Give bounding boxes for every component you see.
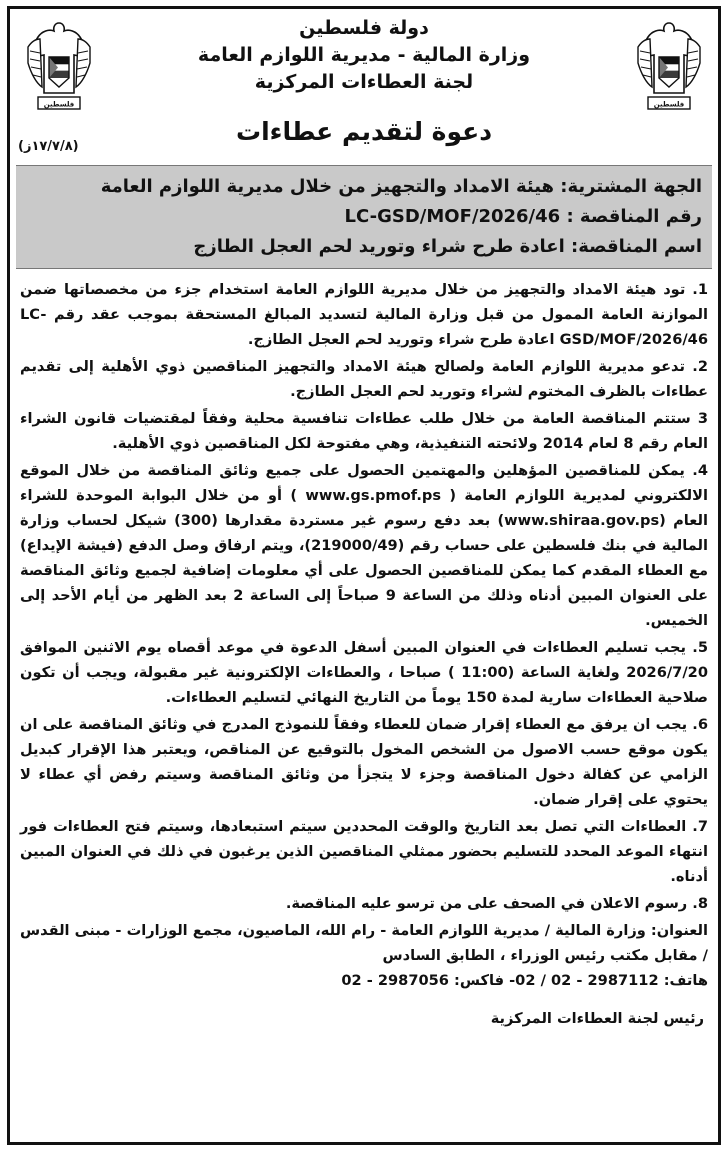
list-item: 5. يجب تسليم العطاءات في العنوان المبين أسفل الدعوة في موعد أقصاه يوم الاثنين الموافق 2026/7/20 ولغاية الساعة (11:00 ) صباحا ، والعطاءات الإلكترونية غير مقبولة، ويجب أن تكون صلاحية العطاءات سارية لمدة 150 يوماً من التاريخ النهائي لتسليم العطاءات. bbox=[20, 639, 708, 706]
state-name: دولة فلسطين bbox=[299, 17, 429, 39]
list-item: 7. العطاءات التي تصل بعد التاريخ والوقت المحددين سيتم استبعادها، وسيتم فتح العطاءات فور انتهاء الموعد المحدد للتسليم بحضور ممثلي المناقصين الذين يرغبون في ذلك في العنوان المبين أدناه. bbox=[20, 818, 708, 885]
list-item: 3 ستتم المناقصة العامة من خلال طلب عطاءات تنافسية محلية وفقاً لمقتضيات قانون الشراء العام رقم 8 لعام 2014 ولائحته التنفيذية، وهي مفتوحة لكل المناقصين ذوي الأهلية. bbox=[20, 410, 708, 452]
address: العنوان: وزارة المالية / مديرية اللوازم العامة - رام الله، الماصيون، مجمع الوزارات - مبنى القدس / مقابل مكتب رئيس الوزراء ، الطابق السادس bbox=[20, 922, 708, 964]
tender-number-label: رقم المناقصة : bbox=[566, 206, 702, 227]
items-list bbox=[10, 269, 718, 916]
tender-name-line: اسم المناقصة: اعادة طرح شراء وتوريد لحم العجل الطازج bbox=[193, 236, 702, 257]
reference-code: (١٧/٧/٨ز) bbox=[18, 139, 79, 154]
tender-info-box bbox=[16, 165, 712, 269]
palestine-emblem-icon bbox=[22, 17, 96, 117]
purchaser-line: الجهة المشترية: هيئة الامداد والتجهيز من خلال مديرية اللوازم العامة bbox=[100, 176, 702, 197]
tender-announcement bbox=[7, 6, 721, 1145]
tender-number: LC-GSD/MOF/2026/46 bbox=[344, 206, 561, 227]
tender-number-line bbox=[26, 202, 702, 232]
list-item: 1. تود هيئة الامداد والتجهيز من خلال مديرية اللوازم العامة استخدام جزء من مخصصاتها ضمن الموازنة العامة الممول من قبل وزارة المالية لتسديد المبالغ المستحقة بموجب عقد رقم LC-GSD/MOF/2026/46 اعادة طرح شراء وتوريد لحم العجل الطازج. bbox=[20, 281, 708, 348]
header-lines bbox=[120, 15, 608, 96]
list-item: 8. رسوم الاعلان في الصحف على من ترسو عليه المناقصة. bbox=[285, 895, 708, 912]
header bbox=[10, 9, 718, 165]
svg-text:فلسطين: فلسطين bbox=[43, 100, 75, 109]
svg-text:فلسطين: فلسطين bbox=[653, 100, 685, 109]
ministry-name: وزارة المالية - مديرية اللوازم العامة bbox=[197, 44, 531, 66]
committee-name: لجنة العطاءات المركزية bbox=[254, 71, 474, 93]
list-item: 2. تدعو مديرية اللوازم العامة ولصالح هيئة الامداد والتجهيز المناقصين ذوي الأهلية إلى تقديم عطاءات بالظرف المختوم لشراء وتوريد لحم العجل الطازج. bbox=[20, 358, 708, 400]
phone-fax: هاتف: 2987112 - 02 / 02- فاكس: 2987056 - 02 bbox=[341, 972, 708, 989]
page-title: دعوة لتقديم عطاءات bbox=[235, 117, 493, 146]
list-item: 6. يجب ان يرفق مع العطاء إقرار ضمان للعطاء وفقاً للنموذج المدرج في وثائق المناقصة على ان يكون موقع حسب الاصول من الشخص المخول بالتوقيع عن المناقص، ويعتبر هذا الإقرار كبديل الزامي عن كفالة دخول المناقصة وجزء لا يتجزأ من وثائق المناقصة وسيتم رفض أي عطاء لا يحتوي على إقرار ضمان. bbox=[20, 716, 708, 808]
palestine-emblem-icon bbox=[632, 17, 706, 117]
list-item: 4. يمكن للمناقصين المؤهلين والمهتمين الحصول على جميع وثائق المناقصة من خلال الموقع الالكتروني لمديرية اللوازم العامة ( www.gs.pmof.ps ) أو من خلال البوابة الموحدة للشراء العام (www.shiraa.gov.ps) بعد دفع رسوم غير مستردة مقدارها (300) شيكل لحساب وزارة المالية في بنك فلسطين على حساب رقم (219000/49)، ويتم ارفاق وصل الدفع (فيشة الإيداع) مع العطاء المقدم كما يمكن للمناقصين الحصول على أي معلومات إضافية لجميع وثائق المناقصة على العنوان المبين أدناه وذلك من الساعة 9 صباحاً إلى الساعة 2 بعد الظهر من أيام الأحد إلى الخميس. bbox=[20, 462, 709, 629]
signer-title: رئيس لجنة العطاءات المركزية bbox=[490, 1010, 704, 1027]
